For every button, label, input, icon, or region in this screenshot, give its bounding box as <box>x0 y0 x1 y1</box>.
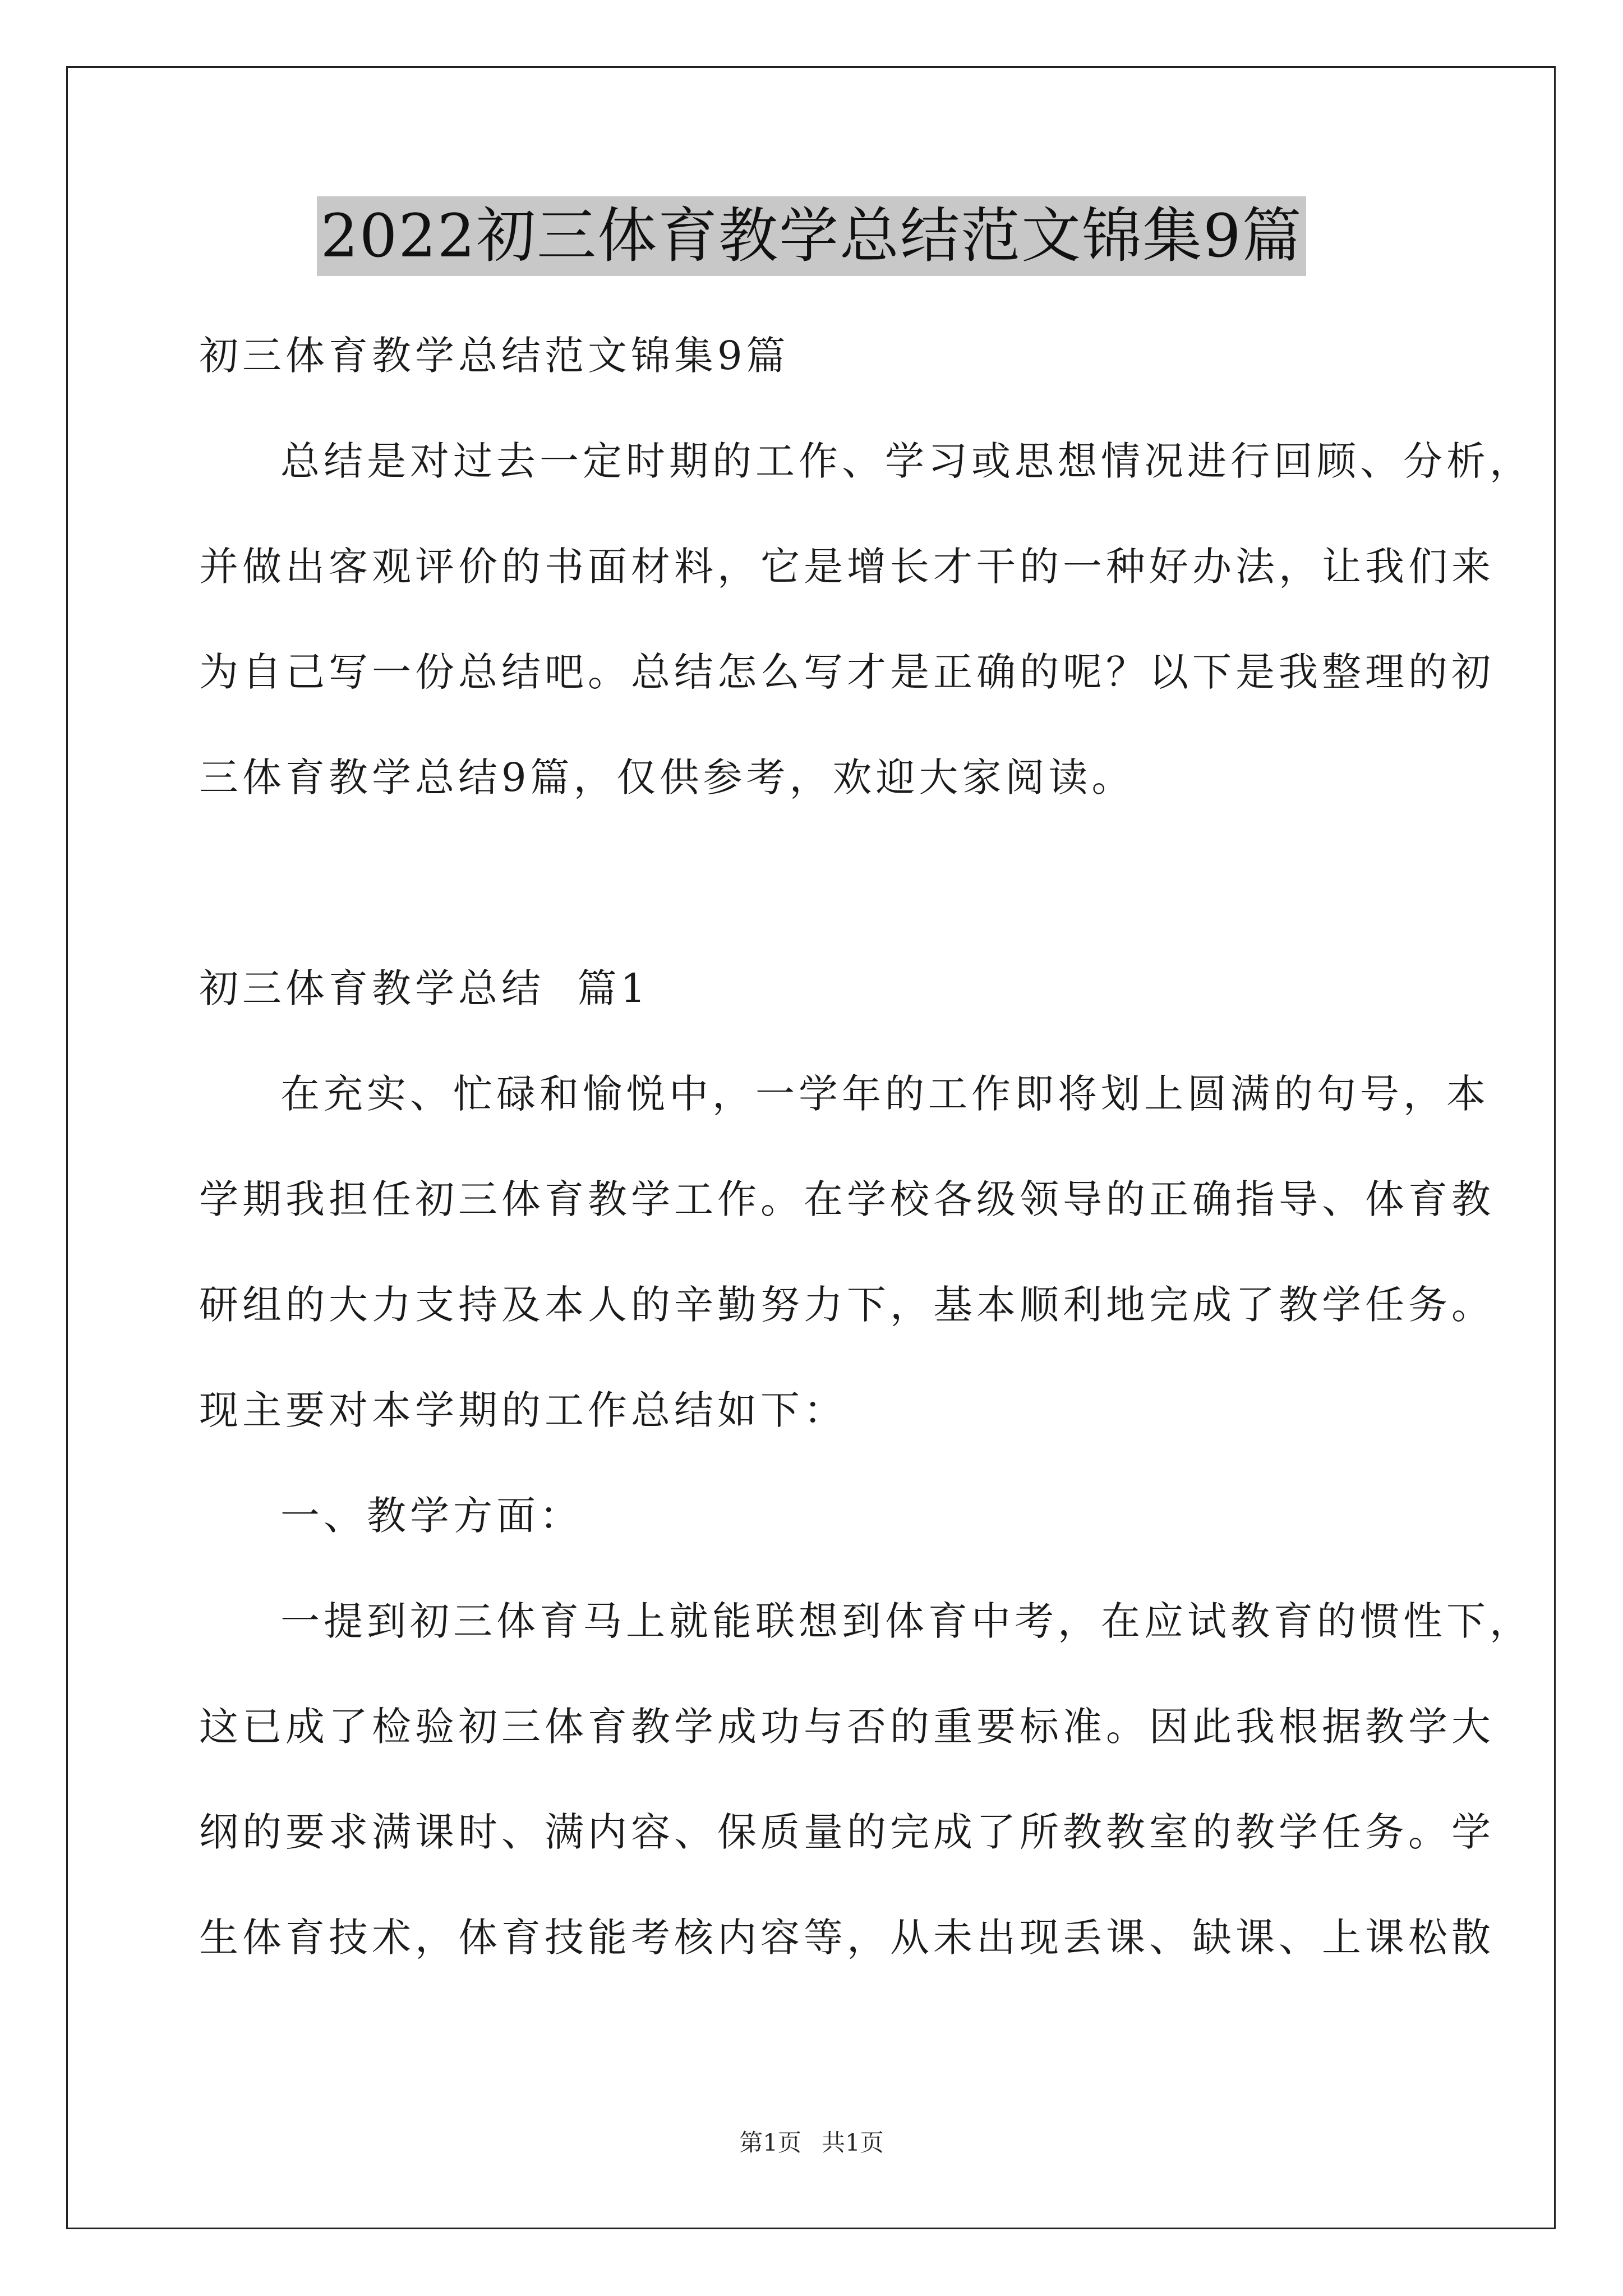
subheading: 一、教学方面： <box>280 1493 583 1539</box>
intro-paragraph-line: 并做出客观评价的书面材料，它是增长才干的一种好办法，让我们来 <box>199 544 1495 590</box>
title-container <box>0 196 1623 276</box>
intro-paragraph-line: 三体育教学总结9篇，仅供参考，欢迎大家阅读。 <box>199 754 1135 800</box>
intro-paragraph-line: 总结是对过去一定时期的工作、学习或思想情况进行回顾、分析， <box>280 438 1533 484</box>
body-paragraph-line: 纲的要求满课时、满内容、保质量的完成了所教教室的教学任务。学 <box>199 1809 1495 1855</box>
section-paragraph-line: 现主要对本学期的工作总结如下： <box>199 1387 847 1433</box>
body-paragraph-line: 一提到初三体育马上就能联想到体育中考，在应试教育的惯性下， <box>280 1598 1533 1644</box>
paragraph-spacer <box>199 830 1467 936</box>
document-title: 2022初三体育教学总结范文锦集9篇 <box>317 196 1306 276</box>
section-paragraph-line: 学期我担任初三体育教学工作。在学校各级领导的正确指导、体育教 <box>199 1176 1495 1222</box>
body-paragraph-line: 生体育技术，体育技能考核内容等，从未出现丢课、缺课、上课松散 <box>199 1915 1495 1961</box>
section-paragraph-line: 在充实、忙碌和愉悦中，一学年的工作即将划上圆满的句号，本 <box>280 1071 1490 1117</box>
body-paragraph-line: 这已成了检验初三体育教学成功与否的重要标准。因此我根据教学大 <box>199 1704 1495 1750</box>
page-footer <box>0 2126 1623 2160</box>
document-subtitle: 初三体育教学总结范文锦集9篇 <box>199 333 790 379</box>
section-paragraph-line: 研组的大力支持及本人的辛勤努力下，基本顺利地完成了教学任务。 <box>199 1282 1495 1328</box>
section-heading: 初三体育教学总结 篇1 <box>199 965 650 1011</box>
intro-paragraph-line: 为自己写一份总结吧。总结怎么写才是正确的呢？以下是我整理的初 <box>199 649 1495 695</box>
page-number: 第1页 <box>739 2129 801 2156</box>
document-body <box>199 303 1533 1990</box>
page-total: 共1页 <box>822 2129 884 2156</box>
